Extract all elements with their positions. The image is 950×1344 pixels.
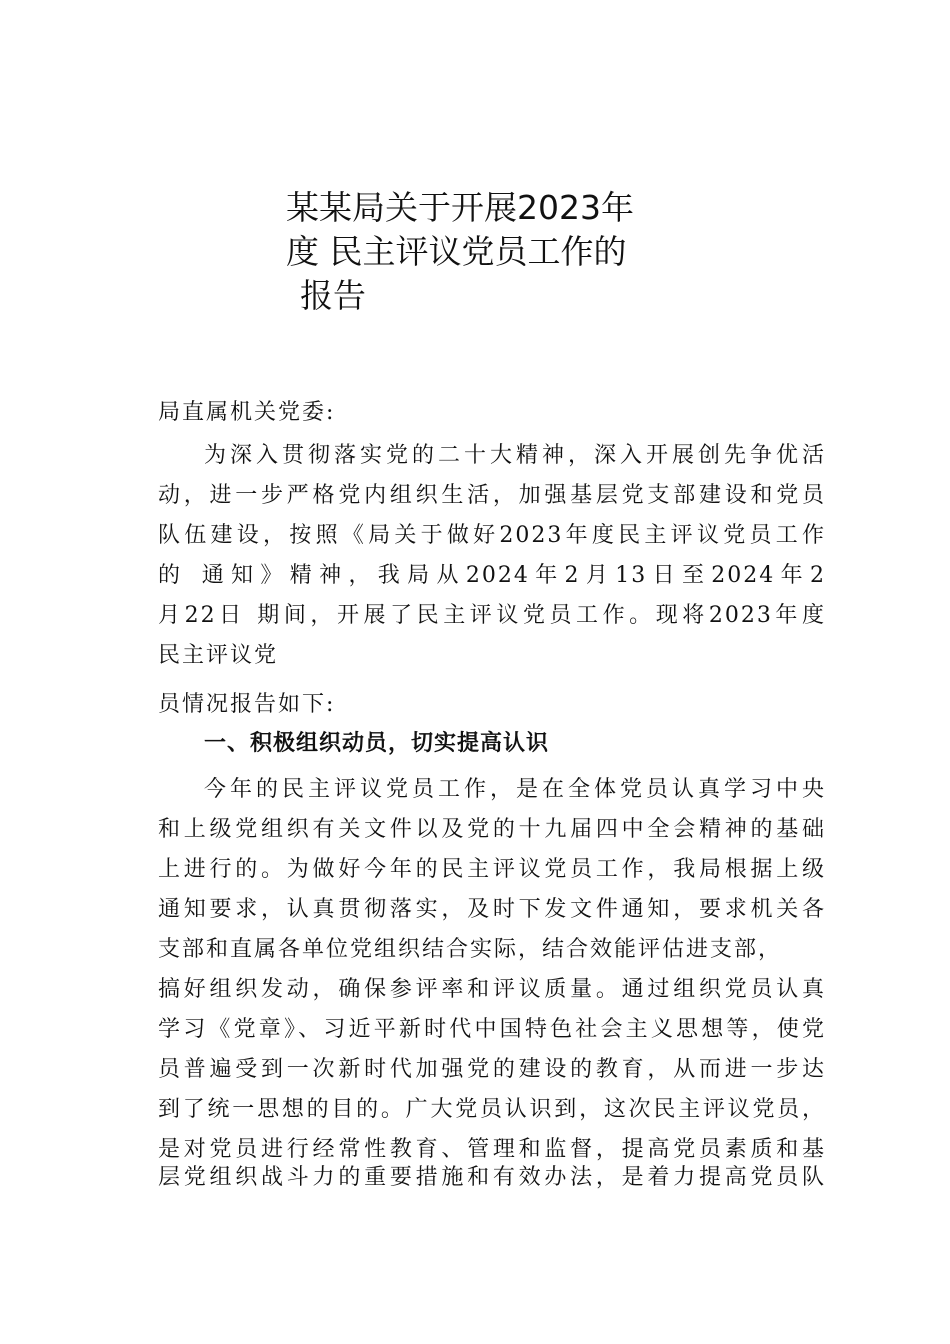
section-heading-1: 一、积极组织动员，切实提高认识 — [204, 731, 550, 756]
paragraph-intro-tail — [158, 685, 826, 725]
paragraph-line: 动，进一步严格党内组织生活，加强基层党支部建设和党员 — [158, 483, 826, 508]
paragraph-section-1 — [158, 770, 826, 1170]
paragraph-line: 今年的民主评议党员工作，是在全体党员认真学习中央 — [204, 777, 826, 802]
paragraph-line: 学习《党章》、习近平新时代中国特色社会主义思想等，使党 — [158, 1017, 826, 1042]
paragraph-line: 员普遍受到一次新时代加强党的建设的教育，从而进一步达 — [158, 1057, 826, 1082]
salutation — [158, 393, 826, 433]
paragraph-line: 通知要求，认真贯彻落实，及时下发文件通知，要求机关各 — [158, 897, 826, 922]
paragraph-line: 月22日 期间，开展了民主评议党员工作。现将2023年度 — [158, 603, 826, 628]
document-title — [286, 186, 686, 318]
paragraph-line: 队伍建设，按照《局关于做好2023年度民主评议党员工作 — [158, 523, 826, 548]
paragraph-intro — [158, 436, 826, 676]
paragraph-line: 是对党员进行经常性教育、管理和监督，提高党员素质和基 — [158, 1137, 826, 1162]
title-line: 度 民主评议党员工作的 — [286, 232, 627, 271]
paragraph-line: 和上级党组织有关文件以及党的十九届四中全会精神的基础 — [158, 817, 826, 842]
paragraph-line: 的 通知》精神，我局从2024年2月13日至2024年2 — [158, 563, 826, 588]
paragraph-line: 上进行的。为做好今年的民主评议党员工作，我局根据上级 — [158, 857, 826, 882]
paragraph-line: 为深入贯彻落实党的二十大精神，深入开展创先争优活 — [204, 443, 826, 468]
paragraph-line: 员情况报告如下: — [158, 692, 336, 717]
paragraph-line: 支部和直属各单位党组织结合实际，结合效能评估进支部， — [158, 937, 783, 962]
title-line: 某某局关于开展2023年 — [286, 188, 634, 227]
paragraph-line: 搞好组织发动，确保参评率和评议质量。通过组织党员认真 — [158, 977, 826, 1002]
paragraph-line: 民主评议党 — [158, 643, 279, 668]
title-line: 报告 — [300, 276, 366, 315]
paragraph-line: 到了统一思想的目的。广大党员认识到，这次民主评议党员， — [158, 1097, 826, 1122]
salutation-text: 局直属机关党委: — [158, 400, 336, 425]
paragraph-line: 层党组织战斗力的重要措施和有效办法，是着力提高党员队 — [158, 1165, 826, 1190]
paragraph-section-1-continued — [158, 1158, 826, 1198]
